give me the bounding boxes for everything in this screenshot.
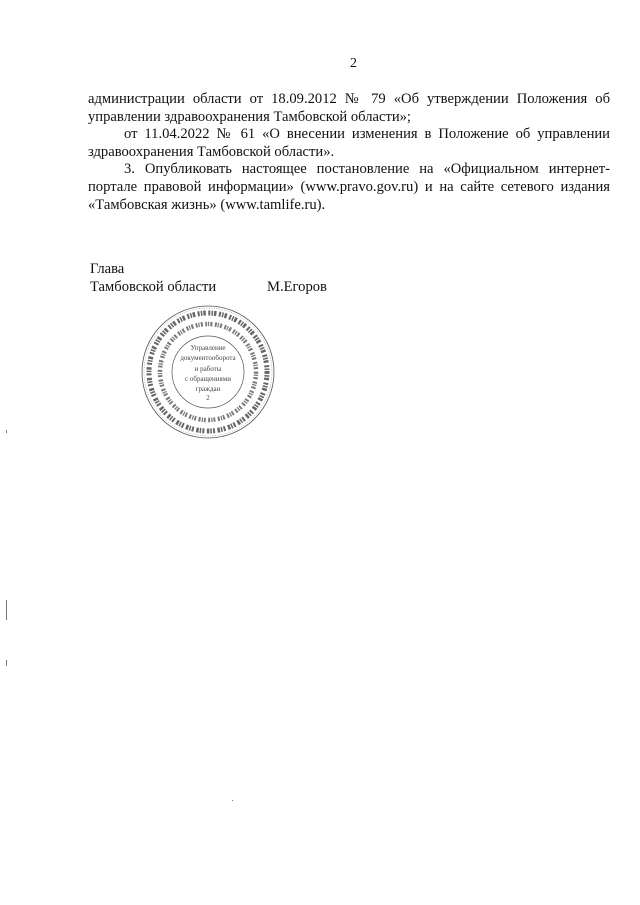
- scan-speck: [232, 800, 233, 801]
- scan-speck: [6, 600, 7, 620]
- stamp-inner-line: и работы: [194, 365, 222, 373]
- stamp-inner-line: документооборота: [180, 354, 236, 362]
- position-line-1: Глава: [90, 261, 125, 277]
- scan-speck: [6, 430, 7, 433]
- signature-position: [90, 261, 216, 296]
- scan-speck: [6, 660, 7, 666]
- stamp-inner-line: с обращениями: [185, 375, 231, 383]
- paragraph-amendment: от 11.04.2022 № 61 «О внесении изменения в Положение об управлении здравоохранения Тамбовской области».: [88, 126, 610, 160]
- stamp-inner-line: Управление: [190, 344, 226, 352]
- paragraph-continuation: администрации области от 18.09.2012 № 79 «Об утверждении Положения об управлении здравоохранения Тамбовской области»;: [88, 91, 610, 125]
- signatory-name: М.Егоров: [267, 279, 327, 295]
- official-stamp: [140, 304, 276, 440]
- page-number: 2: [350, 56, 357, 71]
- paragraph-publish: 3. Опубликовать настоящее постановление на «Официальном интернет-портале правовой информации» (www.pravo.gov.ru) и на сайте сетевого издания «Тамбовская жизнь» (www.tamlife.ru).: [88, 161, 610, 213]
- stamp-inner-line: граждан: [195, 385, 221, 393]
- document-body: [88, 91, 610, 214]
- stamp-inner-line: 2: [206, 394, 210, 402]
- position-line-2: Тамбовской области: [90, 278, 217, 295]
